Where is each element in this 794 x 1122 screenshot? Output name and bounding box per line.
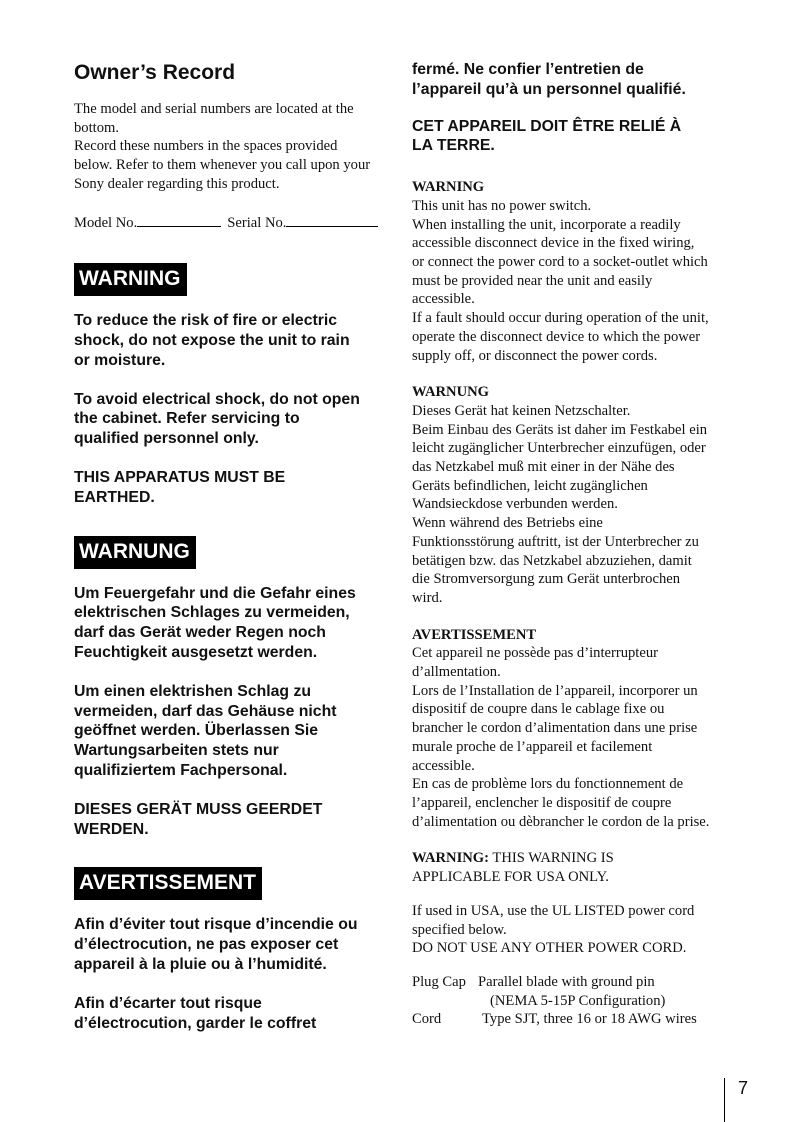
text-line: Afin d’écarter tout risque [74,994,262,1012]
plug-cap-value: Parallel blade with ground pin [478,973,655,990]
text-line: vermeiden, darf das Gehäuse nicht [74,702,337,720]
text-line: qualifiziertem Fachpersonal. [74,761,288,779]
serial-number-blank[interactable] [286,212,378,227]
warnung-paragraph [74,682,386,781]
plug-cap-row [412,973,732,992]
model-number-blank[interactable] [137,212,221,227]
right-column [412,60,732,1029]
warning-de-block [412,383,732,607]
text-line: l’appareil, enclencher le dispositif de coupre [412,794,672,811]
text-line: Dieses Gerät hat keinen Netzschalter. [412,402,631,419]
plug-cap-label: Plug Cap [412,973,466,990]
text-line: Lors de l’Installation de l’appareil, incorporer un [412,682,698,699]
text-line: Beim Einbau des Geräts ist daher im Festkabel ein [412,421,708,438]
text-line: Um einen elektrishen Schlag zu [74,682,312,700]
text-line: appareil à la pluie ou à l’humidité. [74,955,327,973]
text-line: murale proche de l’appareil et facilement [412,738,653,755]
text-line: accessible. [412,757,475,774]
text-line: d’alimentation ou dèbrancher le cordon de la prise. [412,813,710,830]
warnung-paragraph [74,800,386,840]
avertissement-section [74,867,386,1033]
text-line: Afin d’éviter tout risque d’incendie ou [74,916,358,934]
text-line: EARTHED. [74,488,155,506]
record-fields [74,212,386,233]
avertissement-paragraph [74,915,386,974]
text-line: qualified personnel only. [74,430,259,448]
warnung-paragraph [74,584,386,663]
text-line: operate the disconnect device to which the power [412,328,701,345]
text-line: d’allmentation. [412,664,501,681]
text-line: darf das Gerät weder Regen noch [74,624,326,642]
avertissement-continued [412,60,732,100]
text-line: When installing the unit, incorporate a readily [412,216,681,233]
text-line: If a fault should occur during operation of the unit, [412,310,709,327]
text-line: or connect the power cord to a socket-outlet which [412,254,708,270]
text-line: Wenn während des Betriebs eine [412,515,603,532]
intro-line: Sony dealer regarding this product. [74,175,280,192]
cord-row [412,1010,732,1029]
text-line: supply off, or disconnect the power cords. [412,347,658,364]
warning-en-heading: WARNING [412,179,485,196]
avertissement-banner: AVERTISSEMENT [74,867,262,900]
text-line: brancher le cordon d’alimentation dans une prise [412,720,698,737]
text-line: This unit has no power switch. [412,197,592,214]
text-line: fermé. Ne confier l’entretien de [412,61,644,78]
plug-cap-value-2: (NEMA 5-15P Configuration) [490,992,666,1009]
text-line: Cet appareil ne possède pas d’interrupteur [412,645,658,662]
avertissement-paragraph [74,994,386,1034]
warning-paragraph [74,468,386,508]
text-line: To reduce the risk of fire or electric [74,312,338,330]
text-line: Um Feuergefahr und die Gefahr eines [74,584,356,602]
left-column [74,56,386,1033]
cord-value: Type SJT, three 16 or 18 AWG wires [482,1011,697,1028]
model-number-label: Model No. [74,214,138,231]
text-line: Feuchtigkeit ausgesetzt werden. [74,643,318,661]
warning-fr-heading: AVERTISSEMENT [412,626,537,643]
warning-en-block [412,178,732,365]
intro-line: Record these numbers in the spaces provided [74,138,338,155]
earth-notice [412,117,732,157]
text-line: If used in USA, use the UL LISTED power cord [412,902,695,919]
cord-spec-table [412,973,732,1029]
spacer [412,992,490,1011]
text-line: LA TERRE. [412,137,495,155]
serial-number-label: Serial No. [227,214,287,231]
usa-cord-paragraph [412,902,732,958]
cord-label: Cord [412,1011,442,1028]
warning-fr-block [412,626,732,832]
text-line: DIESES GERÄT MUSS GEERDET [74,800,323,818]
usa-warning-heading: WARNING: [412,850,490,867]
intro-line: bottom. [74,119,119,136]
warnung-banner: WARNUNG [74,536,196,569]
text-line: d’électrocution, garder le coffret [74,1014,317,1032]
text-line: Wandsieckdose verbunden werden. [412,496,618,513]
text-line: or moisture. [74,351,166,369]
text-line: shock, do not expose the unit to rain [74,332,350,350]
text-line: die Stromversorgung zum Gerät unterbrochen [412,571,681,588]
usa-warning-heading-line [412,849,732,868]
text-line: CET APPAREIL DOIT ÊTRE RELIÉ À [412,117,682,135]
warnung-section [74,536,386,840]
text-line: En cas de problème lors du fonctionnement de [412,776,684,793]
text-line: accessible. [412,291,475,308]
text-line: must be provided near the unit and easily [412,272,653,289]
text-line: wird. [412,589,443,606]
usa-warning-block [412,849,732,1029]
text-line: the cabinet. Refer servicing to [74,410,300,428]
owners-record-title: Owner’s Record [74,61,236,84]
text-line: To avoid electrical shock, do not open [74,390,360,408]
text-line: Funktionsstörung auftritt, ist der Unterbrecher zu [412,533,699,550]
text-line: accessible disconnect device in the fixed wiring, [412,235,695,252]
text-line: l’appareil qu’à un personnel qualifié. [412,80,686,98]
text-line: leicht zugänglicher Unterbrecher einzufügen, oder [412,440,706,457]
text-line: geöffnet werden. Überlassen Sie [74,722,319,740]
owners-record-intro [74,100,386,194]
warning-paragraph [74,390,386,449]
text-line: THIS WARNING IS [489,850,614,867]
text-line: Geräts befindlichen, leicht zugänglichen [412,477,648,494]
text-line: betätigen bzw. das Netzkabel abzuziehen, damit [412,552,692,569]
text-line: DO NOT USE ANY OTHER POWER CORD. [412,940,687,957]
text-line: dispositif de coupre dans le cablage fixe ou [412,701,665,718]
intro-line: below. Refer to them whenever you call upon your [74,157,371,174]
warning-banner: WARNING [74,263,187,296]
text-line: Wartungsarbeiten stets nur [74,742,279,760]
text-line: d’électrocution, ne pas exposer cet [74,936,339,954]
page-number-rule [724,1078,725,1122]
text-line: WERDEN. [74,820,149,838]
plug-cap-row-2 [412,992,732,1011]
text-line: APPLICABLE FOR USA ONLY. [412,869,609,886]
page-number: 7 [738,1078,749,1098]
warning-section [74,263,386,507]
text-line: elektrischen Schlages zu vermeiden, [74,604,350,622]
warning-paragraph [74,311,386,370]
text-line: specified below. [412,921,507,938]
text-line: THIS APPARATUS MUST BE [74,469,286,486]
text-line: das Netzkabel muß mit einer in der Nähe des [412,459,675,476]
intro-line: The model and serial numbers are located at the [74,101,354,117]
warning-de-heading: WARNUNG [412,384,490,401]
